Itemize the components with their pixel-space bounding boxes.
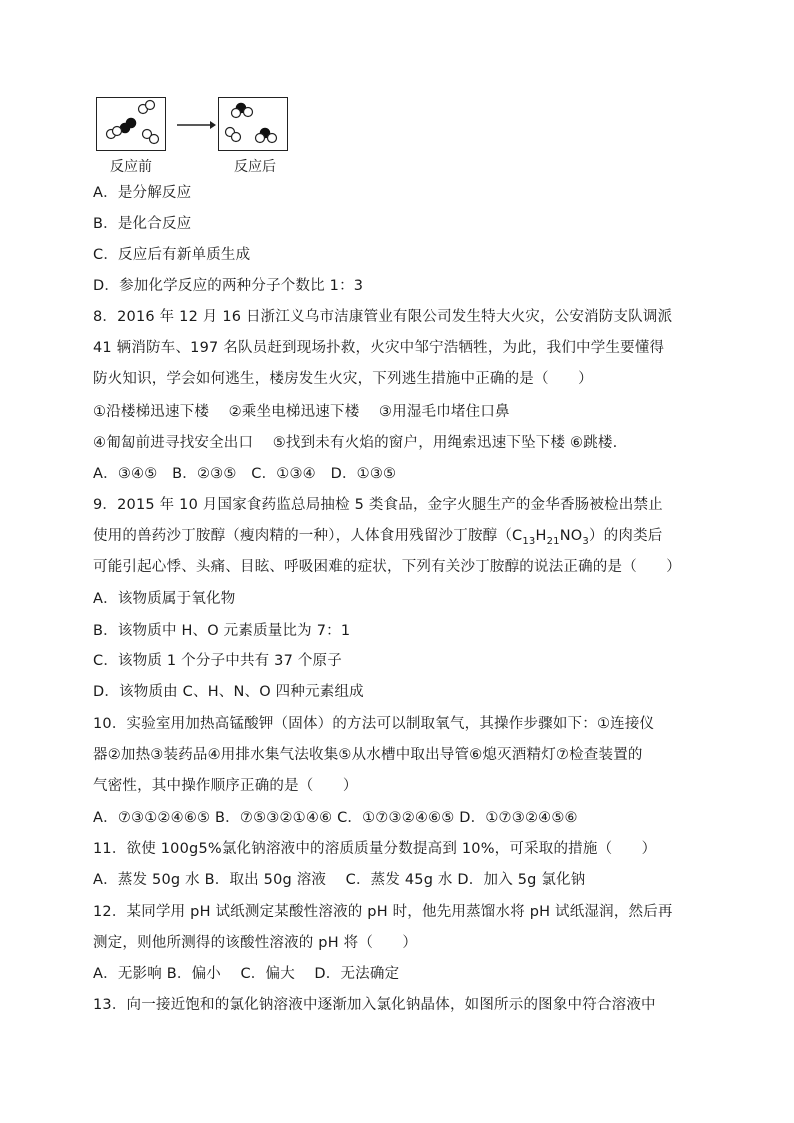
white-atom: [244, 108, 253, 117]
white-atom: [113, 127, 122, 136]
q7-option-d: D．参加化学反应的两种分子个数比 1：3: [93, 278, 364, 294]
white-atom: [150, 135, 159, 144]
q10-options: A．⑦③①②④⑥⑤ B．⑦⑤③②①④⑥ C．①⑦③②④⑥⑤ D．①⑦③②④⑤⑥: [93, 810, 578, 826]
q9-stem-line-3: 可能引起心悸、头痛、目眩、呼吸困难的症状，下列有关沙丁胺醇的说法正确的是（ ）: [93, 559, 681, 575]
white-atom: [232, 133, 241, 142]
white-atom: [146, 101, 155, 110]
q9-stem-line-2-text: 使用的兽药沙丁胺醇（瘦肉精的一种），人体食用残留沙丁胺醇（C: [93, 528, 523, 544]
formula-c-count: 13: [522, 535, 536, 547]
q9-option-d: D．该物质由 C、H、N、O 四种元素组成: [93, 684, 364, 700]
q9-stem-line-1: 9．2015 年 10 月国家食药监总局抽检 5 类食品，金字火腿生产的金华香肠被检出禁止: [93, 497, 663, 513]
formula-o-count: 3: [582, 535, 589, 547]
white-atom: [268, 134, 277, 143]
q8-stem-line-3: 防火知识，学会如何逃生，楼房发生火灾，下列逃生措施中正确的是（ ）: [93, 371, 593, 387]
q10-stem-line-2: 器②加热③装药品④用排水集气法收集⑤从水槽中取出导管⑥熄灭酒精灯⑦检查装置的: [93, 747, 643, 763]
formula-h-count: 21: [546, 535, 560, 547]
white-atom: [256, 134, 265, 143]
q8-measures-line-1: ①沿楼梯迅速下楼 ②乘坐电梯迅速下楼 ③用湿毛巾堵住口鼻: [93, 404, 510, 420]
q9-stem-line-2-end: ）的肉类后: [588, 528, 663, 544]
q13-stem-line-1: 13．向一接近饱和的氯化钠溶液中逐渐加入氯化钠晶体，如图所示的图象中符合溶液中: [93, 997, 656, 1013]
before-label: 反应前: [110, 159, 152, 175]
q12-stem-line-1: 12．某同学用 pH 试纸测定某酸性溶液的 pH 时，他先用蒸馏水将 pH 试纸湿润，然后再: [93, 904, 673, 920]
q7-option-a: A．是分解反应: [93, 185, 192, 201]
q11-stem: 11．欲使 100g5%氯化钠溶液中的溶质质量分数提高到 10%，可采取的措施（ ）: [93, 841, 657, 857]
q7-option-b: B．是化合反应: [93, 216, 192, 232]
formula-no: NO: [559, 528, 583, 544]
white-atom: [232, 109, 241, 118]
q9-stem-line-2: [93, 526, 662, 552]
before-reaction-box: [96, 97, 166, 151]
q9-option-c: C．该物质 1 个分子中共有 37 个原子: [93, 653, 342, 669]
formula-h-letter: H: [535, 528, 547, 544]
q12-options: A．无影响 B．偏小 C．偏大 D．无法确定: [93, 966, 400, 982]
q10-stem-line-1: 10．实验室用加热高锰酸钾（固体）的方法可以制取氧气，其操作步骤如下：①连接仪: [93, 716, 655, 732]
q8-measures-line-2: ④匍匐前进寻找安全出口 ⑤找到未有火焰的窗户，用绳索迅速下坠下楼 ⑥跳楼.: [93, 435, 618, 451]
reaction-diagram: [96, 97, 296, 177]
q8-options: A．③④⑤ B．②③⑤ C．①③④ D．①③⑤: [93, 466, 397, 482]
q10-stem-line-3: 气密性，其中操作顺序正确的是（ ）: [93, 778, 358, 794]
after-label: 反应后: [234, 159, 276, 175]
q11-options: A．蒸发 50g 水 B．取出 50g 溶液 C．蒸发 45g 水 D．加入 5g 氯化钠: [93, 872, 586, 888]
q7-option-c: C．反应后有新单质生成: [93, 247, 251, 263]
before-molecules: [97, 98, 167, 152]
q9-option-b: B．该物质中 H、O 元素质量比为 7：1: [93, 623, 351, 639]
q8-stem-line-1: 8．2016 年 12 月 16 日浙江义乌市洁康管业有限公司发生特大火灾，公安消防支队调派: [93, 309, 673, 325]
q9-option-a: A．该物质属于氧化物: [93, 591, 236, 607]
after-molecules: [219, 98, 289, 152]
q12-stem-line-2: 测定，则他所测得的该酸性溶液的 pH 将（ ）: [93, 935, 418, 951]
q8-stem-line-2: 41 辆消防车、197 名队员赶到现场扑救，火灾中邹宁浩牺牲，为此，我们中学生要懂得: [93, 340, 665, 356]
after-reaction-box: [218, 97, 288, 151]
arrow-icon: [176, 119, 216, 131]
